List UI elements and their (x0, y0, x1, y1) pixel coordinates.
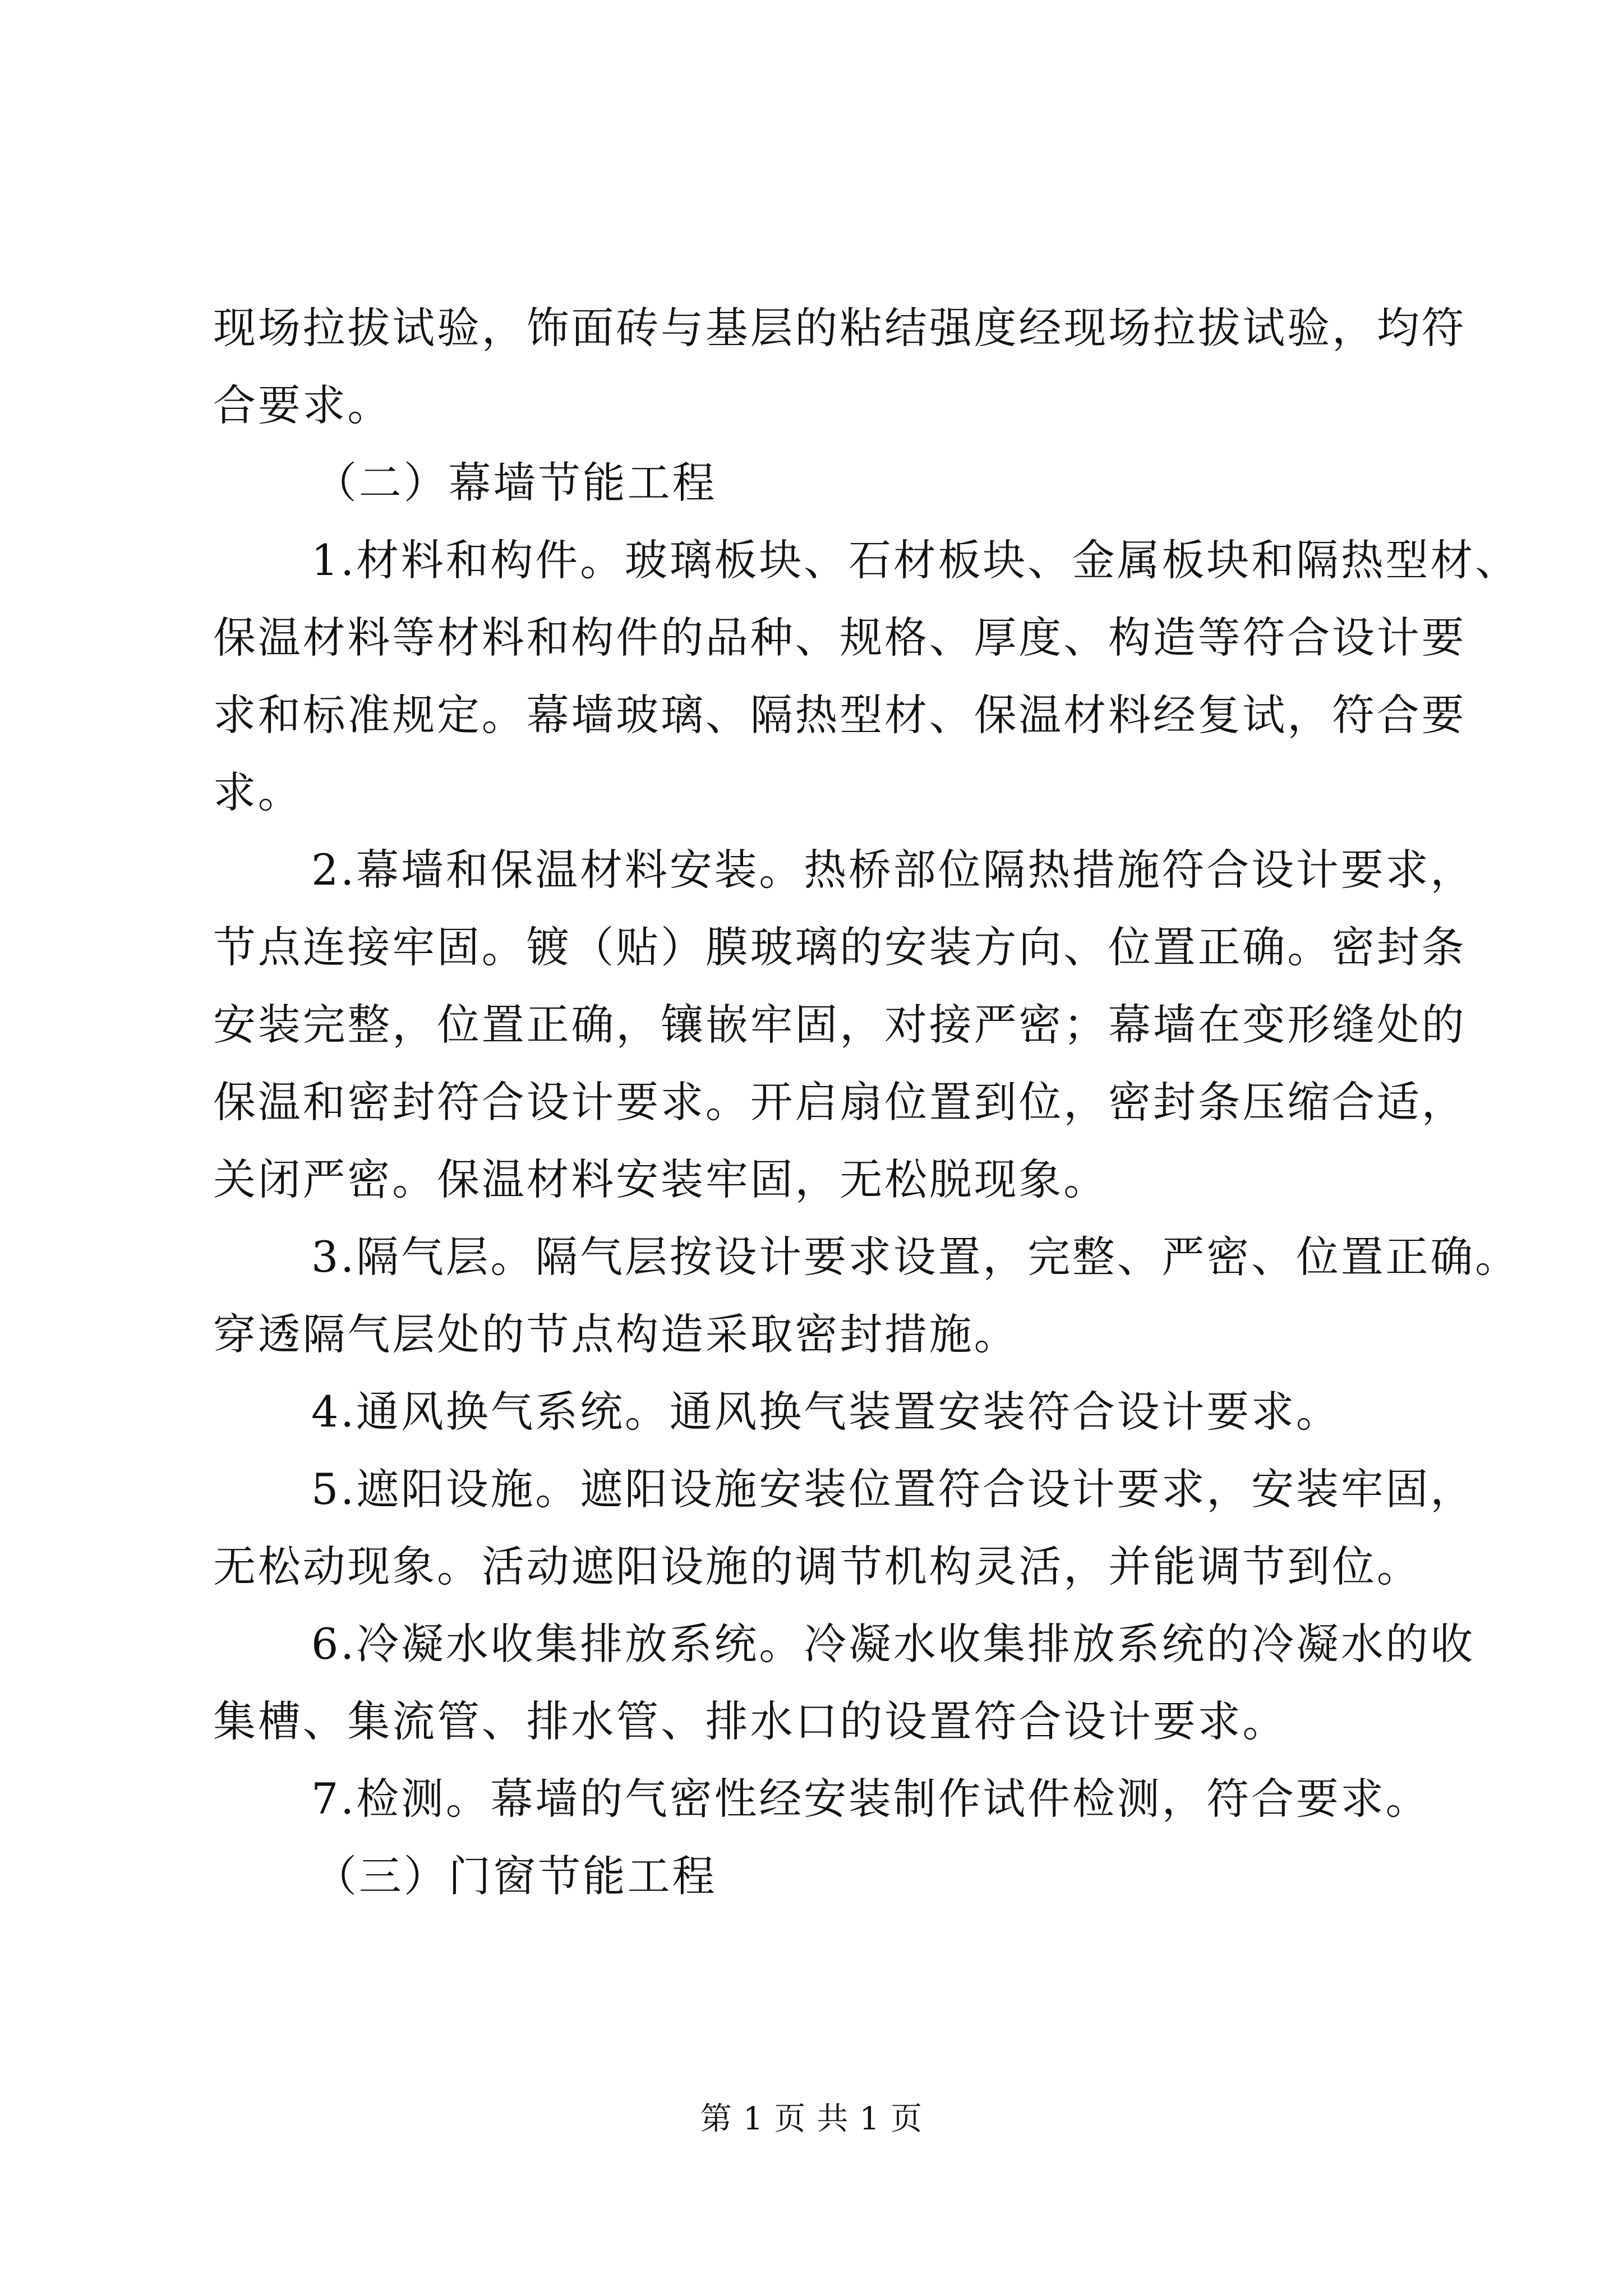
item-4-line: 4.通风换气系统。通风换气装置安装符合设计要求。 (311, 1387, 1341, 1437)
text-line: 保温和密封符合设计要求。开启扇位置到位，密封条压缩合适， (213, 1077, 1467, 1127)
item-2-first-line: 2.幕墙和保温材料安装。热桥部位隔热措施符合设计要求， (311, 845, 1476, 895)
text-line: 关闭严密。保温材料安装牢固，无松脱现象。 (213, 1154, 1108, 1204)
text-line: 穿透隔气层处的节点构造采取密封措施。 (213, 1309, 1019, 1359)
item-3-first-line: 3.隔气层。隔气层按设计要求设置，完整、严密、位置正确。 (311, 1232, 1520, 1282)
document-body (213, 289, 1520, 1915)
text-line: 集槽、集流管、排水管、排水口的设置符合设计要求。 (213, 1696, 1288, 1746)
text-line: 求和标准规定。幕墙玻璃、隔热型材、保温材料经复试，符合要 (213, 690, 1467, 740)
text-line: 保温材料等材料和构件的品种、规格、厚度、构造等符合设计要 (213, 613, 1467, 662)
text-line: 节点连接牢固。镀（贴）膜玻璃的安装方向、位置正确。密封条 (213, 922, 1467, 972)
item-7-line: 7.检测。幕墙的气密性经安装制作试件检测，符合要求。 (311, 1774, 1431, 1824)
text-line: 现场拉拔试验，饰面砖与基层的粘结强度经现场拉拔试验，均符 (213, 303, 1467, 353)
item-5-first-line: 5.遮阳设施。遮阳设施安装位置符合设计要求，安装牢固， (311, 1464, 1476, 1514)
text-line: 求。 (213, 767, 303, 817)
item-6-first-line: 6.冷凝水收集排放系统。冷凝水收集排放系统的冷凝水的收 (311, 1619, 1476, 1669)
page-footer: 第 1 页 共 1 页 (700, 2101, 923, 2137)
text-line: 合要求。 (213, 380, 393, 430)
text-line: 安装完整，位置正确，镶嵌牢固，对接严密；幕墙在变形缝处的 (213, 1000, 1467, 1050)
section-heading-doors-windows: （三）门窗节能工程 (314, 1851, 717, 1901)
text-line: 无松动现象。活动遮阳设施的调节机构灵活，并能调节到位。 (213, 1542, 1422, 1591)
section-heading-curtain-wall: （二）幕墙节能工程 (314, 458, 717, 508)
item-1-first-line: 1.材料和构件。玻璃板块、石材板块、金属板块和隔热型材、 (311, 535, 1520, 585)
